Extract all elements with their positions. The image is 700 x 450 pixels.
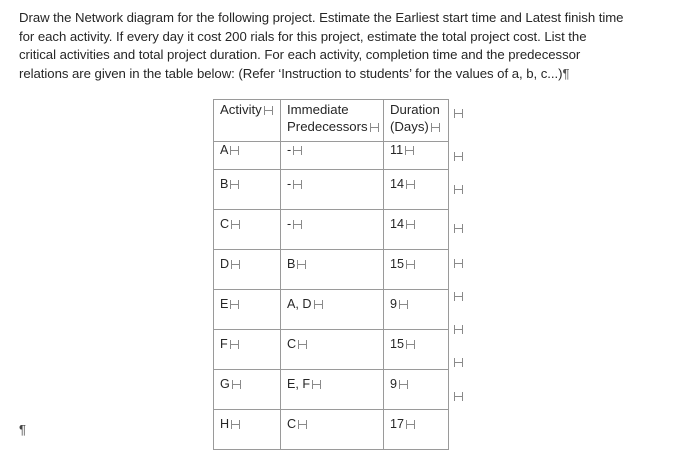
table-row bbox=[214, 410, 449, 450]
cell-end-mark-icon bbox=[264, 106, 273, 115]
row-end-mark-icon bbox=[454, 185, 463, 194]
duration-value: 15 bbox=[390, 257, 405, 271]
duration-value: 15 bbox=[390, 337, 405, 351]
predecessors-value: C bbox=[287, 337, 297, 351]
duration-value: 9 bbox=[390, 377, 398, 391]
table-row bbox=[214, 330, 449, 370]
cell-end-mark-icon bbox=[406, 340, 415, 349]
predecessors-value: - bbox=[287, 217, 292, 231]
row-end-mark-icon bbox=[454, 259, 463, 268]
row-end-mark-icon bbox=[454, 392, 463, 401]
cell-predecessors bbox=[281, 210, 384, 250]
table-header-row bbox=[214, 100, 449, 142]
cell-predecessors bbox=[281, 142, 384, 170]
header-activity-label: Activity bbox=[220, 102, 262, 117]
cell-end-mark-icon bbox=[297, 260, 306, 269]
cell-end-mark-icon bbox=[230, 340, 239, 349]
row-end-mark bbox=[454, 219, 464, 237]
cell-end-mark-icon bbox=[230, 146, 239, 155]
cell-predecessors bbox=[281, 330, 384, 370]
cell-duration bbox=[384, 210, 449, 250]
cell-end-mark-icon bbox=[312, 380, 321, 389]
cell-end-mark-icon bbox=[293, 180, 302, 189]
pilcrow-mark: ¶ bbox=[562, 65, 570, 81]
row-end-mark bbox=[454, 320, 464, 338]
table-row bbox=[214, 370, 449, 410]
activity-value: G bbox=[220, 377, 230, 391]
cell-end-mark-icon bbox=[431, 123, 440, 132]
cell-end-mark-icon bbox=[298, 420, 307, 429]
header-predecessors bbox=[281, 100, 384, 142]
predecessors-value: - bbox=[287, 177, 292, 191]
header-duration-label-1: Duration bbox=[390, 102, 440, 117]
activity-value: E bbox=[220, 297, 229, 311]
cell-end-mark-icon bbox=[399, 300, 408, 309]
row-end-mark-icon bbox=[454, 152, 463, 161]
row-end-mark bbox=[454, 180, 464, 198]
cell-end-mark-icon bbox=[406, 260, 415, 269]
cell-activity bbox=[214, 210, 281, 250]
predecessors-value: - bbox=[287, 143, 292, 157]
predecessors-value: B bbox=[287, 257, 296, 271]
table-row bbox=[214, 210, 449, 250]
duration-value: 14 bbox=[390, 177, 405, 191]
cell-activity bbox=[214, 290, 281, 330]
cell-duration bbox=[384, 330, 449, 370]
row-end-mark-icon bbox=[454, 325, 463, 334]
table-row bbox=[214, 250, 449, 290]
cell-end-mark-icon bbox=[293, 146, 302, 155]
activity-value: F bbox=[220, 337, 228, 351]
cell-predecessors bbox=[281, 290, 384, 330]
cell-end-mark-icon bbox=[406, 220, 415, 229]
row-end-mark bbox=[454, 254, 464, 272]
cell-activity bbox=[214, 410, 281, 450]
cell-end-mark-icon bbox=[232, 380, 241, 389]
question-line-1: Draw the Network diagram for the following project. Estimate the Earliest start time and Latest finish time bbox=[19, 10, 624, 25]
cell-predecessors bbox=[281, 170, 384, 210]
cell-end-mark-icon bbox=[293, 220, 302, 229]
predecessors-value: A, D bbox=[287, 297, 312, 311]
cell-end-mark-icon bbox=[405, 146, 414, 155]
row-end-mark-icon bbox=[454, 292, 463, 301]
table-row bbox=[214, 290, 449, 330]
cell-predecessors bbox=[281, 370, 384, 410]
duration-value: 17 bbox=[390, 417, 405, 431]
question-line-3: critical activities and total project duration. For each activity, completion time and the predecessor bbox=[19, 47, 581, 62]
question-line-2: for each activity. If every day it cost 200 rials for this project, estimate the total project cost. List the bbox=[19, 28, 587, 44]
header-activity bbox=[214, 100, 281, 142]
cell-activity bbox=[214, 170, 281, 210]
cell-end-mark-icon bbox=[231, 420, 240, 429]
cell-end-mark-icon bbox=[230, 180, 239, 189]
cell-end-mark-icon bbox=[231, 220, 240, 229]
cell-duration bbox=[384, 142, 449, 170]
table-row bbox=[214, 170, 449, 210]
row-end-mark bbox=[454, 147, 464, 165]
cell-duration bbox=[384, 410, 449, 450]
table-row bbox=[214, 142, 449, 170]
cell-end-mark-icon bbox=[406, 180, 415, 189]
cell-end-mark-icon bbox=[314, 300, 323, 309]
duration-value: 11 bbox=[390, 143, 404, 157]
cell-activity bbox=[214, 250, 281, 290]
cell-end-mark-icon bbox=[406, 420, 415, 429]
cell-predecessors bbox=[281, 250, 384, 290]
predecessors-value: E, F bbox=[287, 377, 311, 391]
activity-value: A bbox=[220, 143, 229, 157]
question-line-4-text: relations are given in the table below: (Refer ‘Instruction to students’ for the values of a, b, c...) bbox=[19, 65, 563, 81]
activity-value: C bbox=[220, 217, 230, 231]
cell-end-mark-icon bbox=[370, 123, 379, 132]
duration-value: 14 bbox=[390, 217, 405, 231]
cell-predecessors bbox=[281, 410, 384, 450]
cell-end-mark-icon bbox=[231, 260, 240, 269]
header-duration bbox=[384, 100, 449, 142]
row-end-mark-icon bbox=[454, 109, 463, 118]
activity-value: H bbox=[220, 417, 230, 431]
predecessors-value: C bbox=[287, 417, 297, 431]
cell-end-mark-icon bbox=[298, 340, 307, 349]
duration-value: 9 bbox=[390, 297, 398, 311]
cell-duration bbox=[384, 290, 449, 330]
cell-duration bbox=[384, 170, 449, 210]
cell-end-mark-icon bbox=[230, 300, 239, 309]
activity-table bbox=[213, 99, 449, 450]
cell-duration bbox=[384, 370, 449, 410]
row-end-mark bbox=[454, 353, 464, 371]
question-text bbox=[19, 9, 691, 83]
row-end-mark bbox=[454, 287, 464, 305]
cell-activity bbox=[214, 370, 281, 410]
cell-duration bbox=[384, 250, 449, 290]
row-end-mark-icon bbox=[454, 358, 463, 367]
question-line-4 bbox=[19, 65, 691, 84]
activity-value: D bbox=[220, 257, 230, 271]
header-predecessors-label-1: Immediate bbox=[287, 102, 349, 117]
row-end-mark bbox=[454, 104, 464, 122]
row-end-mark bbox=[454, 387, 464, 405]
cell-activity bbox=[214, 142, 281, 170]
end-paragraph-mark: ¶ bbox=[19, 422, 26, 437]
header-predecessors-label-2: Predecessors bbox=[287, 119, 368, 134]
row-end-mark-icon bbox=[454, 224, 463, 233]
activity-value: B bbox=[220, 177, 229, 191]
cell-activity bbox=[214, 330, 281, 370]
cell-end-mark-icon bbox=[399, 380, 408, 389]
header-duration-label-2: (Days) bbox=[390, 119, 429, 134]
